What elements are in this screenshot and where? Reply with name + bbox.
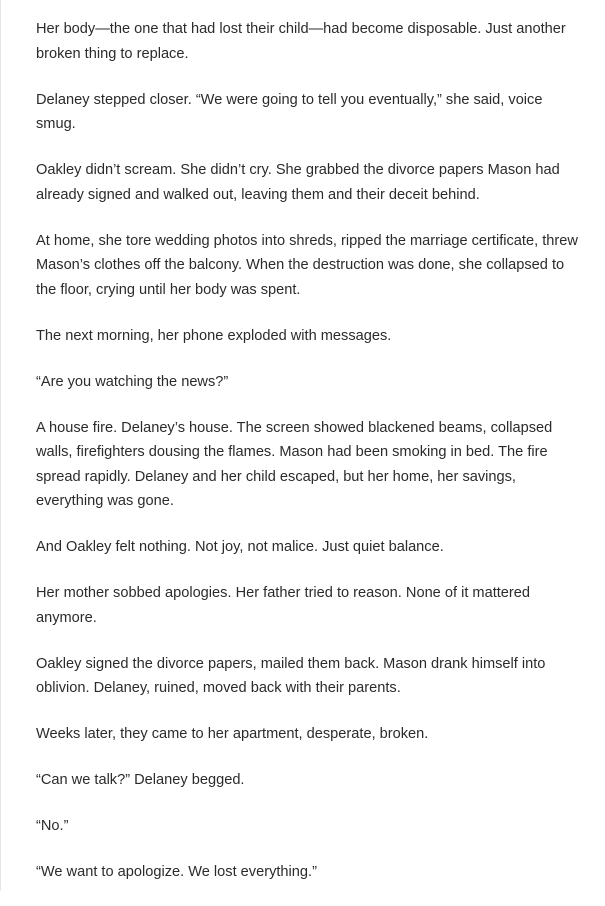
paragraph: The next morning, her phone exploded with messages. [36,327,392,344]
paragraph: Weeks later, they came to her apartment, desperate, broken. [36,726,429,742]
paragraph: At home, she tore wedding photos into shreds, ripped the marriage certificate, threw Mason’s clothes off the balcony. When the destruction was done, she collapsed to the floor, crying until her body was spent. [36,232,578,298]
story-text [36,17,581,906]
paragraph: “No.” [36,818,69,834]
paragraph: Oakley didn’t scream. She didn’t cry. She grabbed the divorce papers Mason had already signed and walked out, leaving them and their deceit behind. [36,162,560,203]
paragraph: And Oakley felt nothing. Not joy, not malice. Just quiet balance. [36,539,444,555]
paragraph: “Can we talk?” Delaney begged. [36,772,245,788]
paragraph: Her body—the one that had lost their child—had become disposable. Just another broken thing to replace. [36,21,566,62]
paragraph: Oakley signed the divorce papers, mailed them back. Mason drank himself into oblivion. Delaney, ruined, moved back with their parents. [36,655,546,696]
left-border [0,0,1,891]
paragraph: Her mother sobbed apologies. Her father tried to reason. None of it mattered anymore. [36,585,531,626]
paragraph: A house fire. Delaney’s house. The screen showed blackened beams, collapsed walls, firefighters dousing the flames. Mason had been smoking in bed. The fire spread rapidly. Delaney and her child escaped, but her home, her savings, everything was gone. [36,419,553,509]
paragraph: “Are you watching the news?” [36,373,229,390]
paragraph: Delaney stepped closer. “We were going to tell you eventually,” she said, voice smug. [36,91,543,132]
paragraph: “We want to apologize. We lost everything.” [36,864,317,880]
